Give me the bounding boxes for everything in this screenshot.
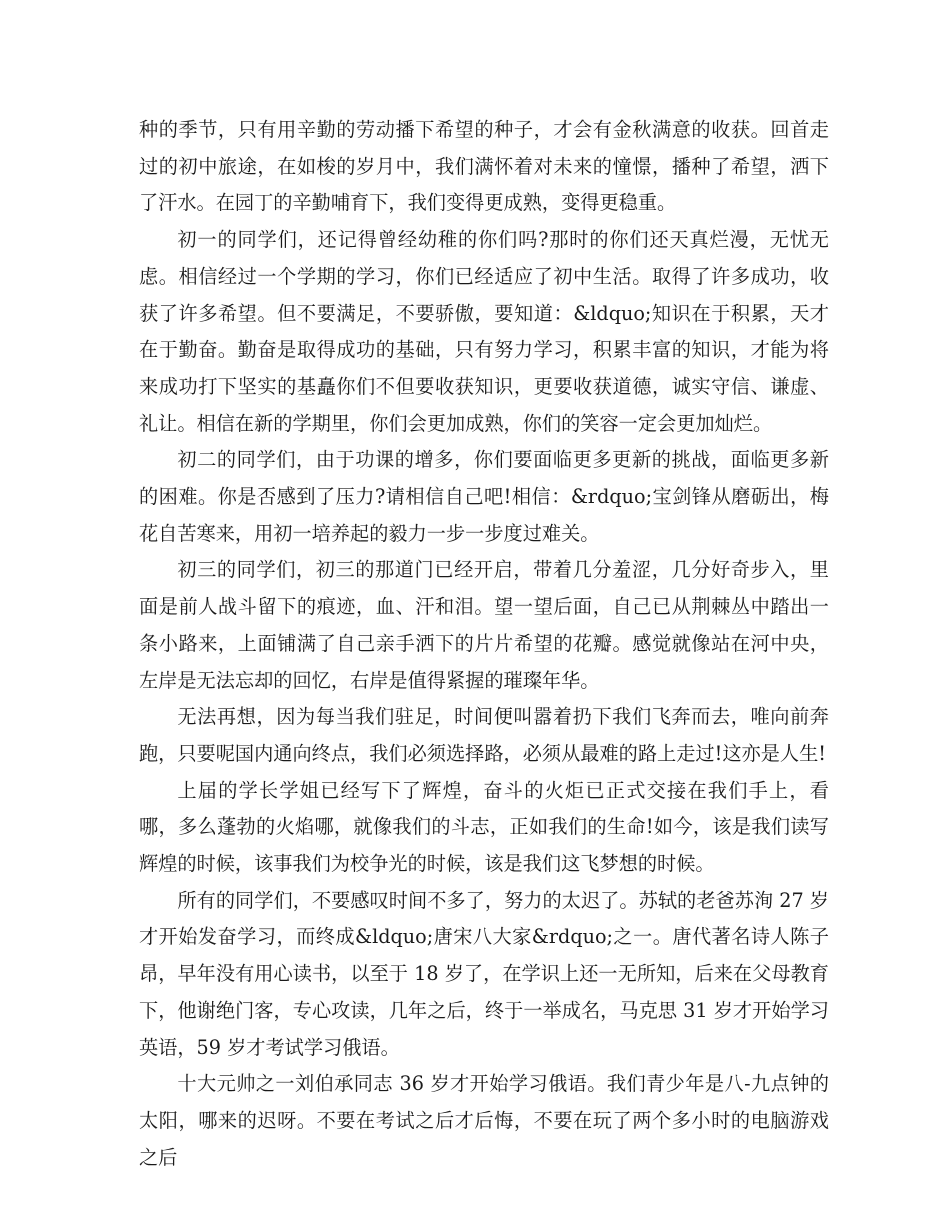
paragraph-3: 初二的同学们，由于功课的增多，你们要面临更多更新的挑战，面临更多新的困难。你是否感到了压力?请相信自己吧!相信：&rdquo;宝剑锋从磨砺出，梅花自苦寒来，用初一培养起的毅力一步一步度过难关。 [139, 448, 829, 545]
paragraph-7: 所有的同学们，不要感叹时间不多了，努力的太迟了。苏轼的老爸苏洵 27 岁才开始发奋学习，而终成&ldquo;唐宋八大家&rdquo;之一。唐代著名诗人陈子昂，早年没有用心读书，以至于 18 岁了，在学识上还一无所知，后来在父母教育下，他谢绝门客，专心攻读，几年之后，终于一举成名，马克思 31 岁才开始学习英语，59 岁才考试学习俄语。 [139, 888, 829, 1059]
paragraph-8: 十大元帅之一刘伯承同志 36 岁才开始学习俄语。我们青少年是八-九点钟的太阳，哪来的迟呀。不要在考试之后才后悔，不要在玩了两个多小时的电脑游戏之后 [139, 1072, 829, 1169]
paragraph-4: 初三的同学们，初三的那道门已经开启，带着几分羞涩，几分好奇步入，里面是前人战斗留下的痕迹，血、汗和泪。望一望后面，自己已从荆棘丛中踏出一条小路来，上面铺满了自己亲手洒下的片片希望的花瓣。感觉就像站在河中央，左岸是无法忘却的回忆，右岸是值得紧握的璀璨年华。 [139, 558, 829, 692]
paragraph-6: 上届的学长学姐已经写下了辉煌，奋斗的火炬已正式交接在我们手上，看哪，多么蓬勃的火焰哪，就像我们的斗志，正如我们的生命!如今，该是我们读写辉煌的时候，该事我们为校争光的时候，该是我们这飞梦想的时候。 [139, 778, 829, 876]
paragraph-5: 无法再想，因为每当我们驻足，时间便叫嚣着扔下我们飞奔而去，唯向前奔跑，只要呢国内通向终点，我们必须选择路，必须从最难的路上走过!这亦是人生! [139, 705, 829, 765]
paragraph-1: 种的季节，只有用辛勤的劳动播下希望的种子，才会有金秋满意的收获。回首走过的初中旅途，在如梭的岁月中，我们满怀着对未来的憧憬，播种了希望，洒下了汗水。在园丁的辛勤哺育下，我们变得更成熟，变得更稳重。 [139, 118, 829, 215]
document-body [139, 112, 829, 1176]
paragraph-2: 初一的同学们，还记得曾经幼稚的你们吗?那时的你们还天真烂漫，无忧无虑。相信经过一个学期的学习，你们已经适应了初中生活。取得了许多成功，收获了许多希望。但不要满足，不要骄傲，要知道：&ldquo;知识在于积累，天才在于勤奋。勤奋是取得成功的基础，只有努力学习，积累丰富的知识，才能为将来成功打下坚实的基矗你们不但要收获知识，更要收获道德，诚实守信、谦虚、礼让。相信在新的学期里，你们会更加成熟，你们的笑容一定会更加灿烂。 [139, 228, 829, 435]
